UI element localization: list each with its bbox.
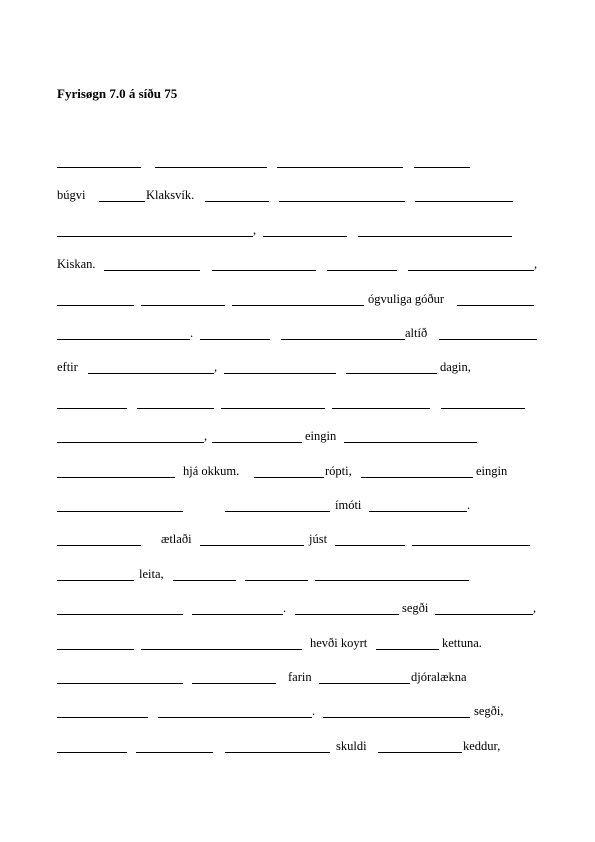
text-line <box>57 700 541 718</box>
text-line <box>57 494 541 512</box>
line-word: . <box>312 704 316 719</box>
blank-line[interactable] <box>200 339 270 340</box>
blank-line[interactable] <box>225 752 330 753</box>
blank-line[interactable] <box>88 373 214 374</box>
text-line <box>57 597 541 615</box>
blank-line[interactable] <box>57 614 183 615</box>
blank-line[interactable] <box>412 545 530 546</box>
blank-line[interactable] <box>277 167 403 168</box>
blank-line[interactable] <box>155 167 267 168</box>
blank-line[interactable] <box>57 649 134 650</box>
blank-line[interactable] <box>281 339 405 340</box>
blank-line[interactable] <box>358 236 512 237</box>
line-word: Kiskan. <box>57 257 96 272</box>
blank-line[interactable] <box>57 545 141 546</box>
line-word: ímóti <box>335 498 362 512</box>
text-line <box>57 253 541 271</box>
blank-line[interactable] <box>212 270 316 271</box>
line-word: . <box>283 601 287 616</box>
text-line <box>57 528 541 546</box>
text-line <box>57 150 541 168</box>
line-word: júst <box>309 532 328 547</box>
text-line <box>57 288 541 306</box>
blank-line[interactable] <box>192 614 283 615</box>
blank-line[interactable] <box>57 477 175 478</box>
blank-line[interactable] <box>205 201 269 202</box>
blank-line[interactable] <box>104 270 200 271</box>
text-line <box>57 391 541 409</box>
blank-line[interactable] <box>344 442 477 443</box>
blank-line[interactable] <box>200 545 304 546</box>
line-word: keddur, <box>463 738 501 753</box>
line-word: skuldi <box>336 738 367 753</box>
line-word: leita, <box>139 566 164 581</box>
blank-line[interactable] <box>57 305 134 306</box>
line-word: eingin <box>305 429 337 444</box>
text-line <box>57 219 541 237</box>
line-word: eftir <box>57 360 78 375</box>
blank-line[interactable] <box>327 270 397 271</box>
blank-line[interactable] <box>369 511 467 512</box>
blank-line[interactable] <box>346 373 437 374</box>
blank-line[interactable] <box>57 717 148 718</box>
blank-line[interactable] <box>137 408 214 409</box>
line-word: ógvuliga góður <box>368 291 445 306</box>
line-word: , <box>214 360 218 375</box>
blank-line[interactable] <box>57 511 183 512</box>
blank-line[interactable] <box>457 305 534 306</box>
blank-line[interactable] <box>415 201 513 202</box>
line-word: ætlaði <box>161 532 192 547</box>
line-word: Klaksvík. <box>146 188 195 203</box>
line-word: segði <box>402 601 429 616</box>
line-word: hjá okkum. <box>183 463 240 478</box>
text-line <box>57 632 541 650</box>
blank-line[interactable] <box>361 477 473 478</box>
line-word: kettuna. <box>442 635 482 650</box>
text-line <box>57 735 541 753</box>
blank-line[interactable] <box>378 752 462 753</box>
blank-line[interactable] <box>245 580 308 581</box>
line-word: rópti, <box>325 463 352 478</box>
blank-line[interactable] <box>319 683 410 684</box>
text-line <box>57 666 541 684</box>
blank-line[interactable] <box>192 683 276 684</box>
blank-line[interactable] <box>254 477 324 478</box>
text-line <box>57 356 541 374</box>
blank-line[interactable] <box>57 339 190 340</box>
blank-line[interactable] <box>263 236 347 237</box>
blank-line[interactable] <box>136 752 213 753</box>
line-word: , <box>534 257 538 272</box>
text-line <box>57 322 541 340</box>
line-word: búgvi <box>57 188 86 203</box>
line-word: eingin <box>476 463 508 478</box>
blank-line[interactable] <box>335 545 405 546</box>
blank-line[interactable] <box>232 305 364 306</box>
line-word: hevði koyrt <box>310 635 368 650</box>
blank-line[interactable] <box>57 683 183 684</box>
line-word: farin <box>288 670 312 684</box>
line-word: , <box>253 222 257 237</box>
blank-line[interactable] <box>224 373 336 374</box>
blank-line[interactable] <box>173 580 236 581</box>
text-line <box>57 460 541 478</box>
line-word: , <box>533 601 537 616</box>
blank-line[interactable] <box>57 236 253 237</box>
text-line <box>57 184 541 202</box>
blank-line[interactable] <box>441 408 525 409</box>
text-line <box>57 563 541 581</box>
blank-line[interactable] <box>99 201 145 202</box>
text-line <box>57 425 541 443</box>
blank-line[interactable] <box>376 649 439 650</box>
blank-line[interactable] <box>414 167 470 168</box>
blank-line[interactable] <box>435 614 533 615</box>
blank-line[interactable] <box>439 339 537 340</box>
blank-line[interactable] <box>57 580 134 581</box>
line-word: . <box>190 326 194 340</box>
line-word: , <box>204 429 208 444</box>
line-word: altíð <box>405 326 428 340</box>
blank-line[interactable] <box>141 649 302 650</box>
blank-line[interactable] <box>57 408 127 409</box>
blank-line[interactable] <box>295 614 399 615</box>
line-word: dagin, <box>440 360 471 375</box>
blank-line[interactable] <box>212 442 302 443</box>
blank-line[interactable] <box>225 511 330 512</box>
page-heading: Fyrisøgn 7.0 á síðu 75 <box>57 86 178 101</box>
blank-line[interactable] <box>158 717 312 718</box>
blank-line[interactable] <box>332 408 430 409</box>
line-word: djóralækna <box>411 670 467 684</box>
blank-line[interactable] <box>279 201 405 202</box>
line-word: segði, <box>474 704 504 719</box>
blank-line[interactable] <box>408 270 534 271</box>
blank-line[interactable] <box>315 580 469 581</box>
blank-line[interactable] <box>221 408 325 409</box>
line-word: . <box>467 498 471 512</box>
blank-line[interactable] <box>323 717 470 718</box>
blank-line[interactable] <box>57 167 141 168</box>
blank-line[interactable] <box>57 442 204 443</box>
blank-line[interactable] <box>141 305 225 306</box>
blank-line[interactable] <box>57 752 127 753</box>
